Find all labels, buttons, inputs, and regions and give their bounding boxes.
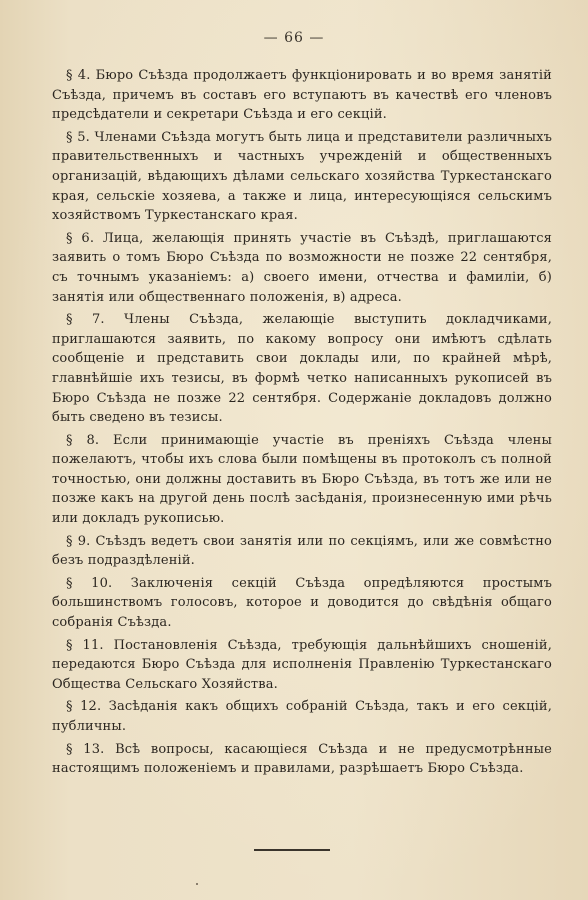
paragraph-section-12: § 12. Засѣданія какъ общихъ собраній Съѣзда, такъ и его секцій, публичны. (52, 699, 552, 734)
paragraph-section-6: § 6. Лица, желающія принять участіе въ Съѣздѣ, приглашаются заявить о томъ Бюро Съѣзда по возможности не позже 22 сентября, съ точнымъ указаніемъ: а) своего имени, отчества и фамиліи, б) занятія или общественнаго положенія, в) адреса. (52, 230, 552, 305)
paragraph-section-13: § 13. Всѣ вопросы, касающіеся Съѣзда и не предусмотрѣнные настоящимъ положеніемъ и правилами, разрѣшаетъ Бюро Съѣзда. (52, 741, 552, 777)
paper-speck (196, 883, 198, 885)
paragraph-section-4: § 4. Бюро Съѣзда продолжаетъ функціонировать и во время занятій Съѣзда, причемъ въ составъ его вступаютъ въ качествѣ его членовъ предсѣдатели и секретари Съѣзда и его секцій. (52, 68, 552, 123)
paragraph-section-8: § 8. Если принимающіе участіе въ преніяхъ Съѣзда члены пожелаютъ, чтобы ихъ слова были помѣщены въ протоколъ съ полной точностью, они должны доставить въ Бюро Съѣзда, въ тотъ же или не позже какъ на другой день послѣ засѣданія, произнесенную ими рѣчь или докладъ рукописью. (52, 432, 552, 527)
paragraph-section-7: § 7. Члены Съѣзда, желающіе выступить докладчиками, приглашаются заявить, по какому вопросу они имѣютъ сдѣлать сообщеніе и представить свои доклады или, по крайней мѣрѣ, главнѣйшіе ихъ тезисы, въ формѣ четко написанныхъ рукописей въ Бюро Съѣзда не позже 22 сентября. Содержаніе докладовъ должно быть сведено въ тезисы. (52, 312, 552, 426)
paragraph-section-11: § 11. Постановленія Съѣзда, требующія дальнѣйшихъ сношеній, передаются Бюро Съѣзда для исполненія Правленію Туркестанскаго Общества Сельскаго Хозяйства. (52, 637, 552, 692)
paragraph-section-10: § 10. Заключенія секцій Съѣзда опредѣляются простымъ большинствомъ голосовъ, которое и доводится до свѣдѣнія общаго собранія Съѣзда. (52, 575, 552, 631)
paragraph-section-9: § 9. Съѣздъ ведетъ свои занятія или по секціямъ, или же совмѣстно безъ подраздѣленій. (52, 533, 552, 569)
page-number: — 66 — (263, 30, 325, 46)
document-body (52, 66, 552, 782)
closing-rule (254, 849, 330, 851)
paragraph-section-5: § 5. Членами Съѣзда могутъ быть лица и представители различныхъ правительственныхъ и частныхъ учрежденій и общественныхъ организацій, вѣдающихъ дѣлами сельскаго хозяйства Туркестанскаго края, сельскіе хозяева, а также и лица, интересующіяся сельскимъ хозяйствомъ Туркестанскаго края. (52, 129, 552, 224)
